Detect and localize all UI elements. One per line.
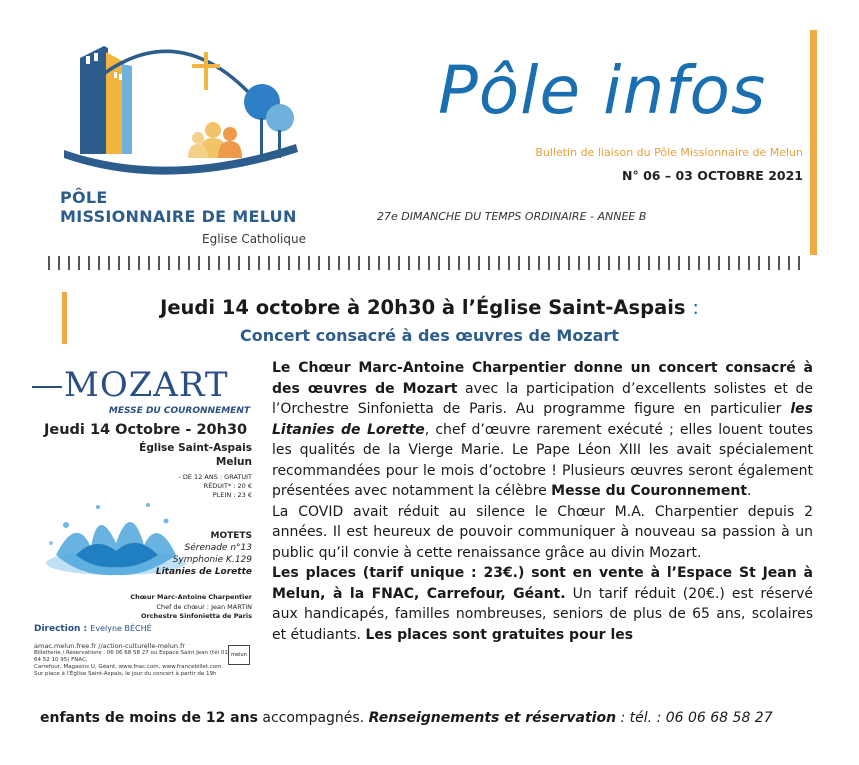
p1-end: . [747,483,752,499]
last-bold: enfants de moins de 12 ans [40,710,258,726]
poster-city: Melun [215,456,252,468]
p1-a: avec la participation d’excellents solistes et de l’Orchestre Sinfonietta de Paris. Au programme figure en particulier [272,380,813,417]
poster-credit-chef: Chef de chœur : Jean MARTIN [156,602,252,611]
tick-divider [48,256,808,270]
poster-prog-symphonie: Symphonie K.129 [172,555,252,565]
poster-melun-badge: melun [228,645,250,665]
poster-date: Jeudi 14 Octobre - 20h30 [44,422,248,438]
bulletin-title: Pôle infos [438,52,767,129]
issue-number: N° 06 – 03 OCTOBRE 2021 [622,168,803,183]
poster-title-rule [32,386,62,388]
poster-fine-print [34,643,234,678]
poster-direction-label: Direction : [34,624,88,634]
church-logo-icon [58,26,308,186]
poster-fine-2: Carrefour, Magasins U, Géant, www.fnac.com, www.francebillet.com [34,664,222,670]
last-a: accompagnés. [257,710,369,726]
poster-direction [34,624,152,634]
accent-bar-right [810,30,817,255]
poster-credit-orchestra: Orchestre Sinfonietta de Paris [140,612,252,620]
p1-bold: Le Chœur Marc-Antoine Charpentier donne un concert consacré à des œuvres de Mozart [272,360,813,397]
article-paragraph-2: La COVID avait réduit au silence le Chœur M.A. Charpentier depuis 2 années. Il est heureux de pouvoir communiquer à nouveau sa passion à un public qu’il convie à cette renaissance grâce au divin Mozart. [272,503,813,561]
article-body [272,358,813,645]
poster-fine-3: Sur place à l’Église Saint-Aspais, le jour du concert à partir de 19h [34,671,217,677]
last-renseignements: Renseignements et réservation [368,710,617,726]
article-last-line [40,710,773,726]
poster-credits [130,593,252,622]
poster-prices [178,473,252,500]
poster-messe: MESSE DU COURONNEMENT [108,406,250,416]
p1-b: , chef d’œuvre rarement exécuté ; elles louent toutes les qualités de la Vierge Marie. Le Pape Léon XIII les avait spécialement recommandées pour le mois d’octobre ! Plusieurs œuvres seront également présentées avec notamment la célèbre [272,421,813,499]
article-subhead: Concert consacré à des œuvres de Mozart [240,326,619,345]
poster-programme [156,530,252,578]
poster-prog-serenade: Sérenade n°13 [184,543,252,553]
liturgical-sunday: 27e DIMANCHE DU TEMPS ORDINAIRE - ANNEE B [377,210,647,223]
poster-title [32,365,229,405]
poster-motets: MOTETS [210,531,252,541]
poster-direction-name: Evelyne BÉCHÉ [90,624,152,633]
bulletin-subtitle: Bulletin de liaison du Pôle Missionnaire de Melun [535,146,803,159]
article-headline [0,296,859,319]
logo-text-eglise: Eglise Catholique [202,232,306,246]
last-phone: : tél. : 06 06 68 58 27 [616,710,773,726]
poster-church: Église Saint-Aspais [139,442,252,454]
logo-text-missionnaire: MISSIONNAIRE DE MELUN [60,207,297,226]
poster-price-free: - DE 12 ANS : GRATUIT [178,473,252,481]
poster-website: amac.melun.free.fr //action-culturelle-melun.fr [34,642,186,650]
p3-bold2: Les places sont gratuites pour les [365,626,634,643]
poster-fine-1: Billetterie / Réservations : 06 06 68 58 27 ou Espace Saint Jean (tél 01 64 52 10 95) FNAC, [34,650,228,663]
pole-logo [48,26,338,276]
article-paragraph-3 [272,563,813,645]
headline-colon: : [692,296,699,319]
article-paragraph-1 [272,358,813,502]
poster-title-text: MOZART [64,365,229,405]
poster-price-full: PLEIN : 23 € [212,491,252,499]
headline-text: Jeudi 14 octobre à 20h30 à l’Église Saint-Aspais [160,296,686,319]
poster-credit-choir: Chœur Marc-Antoine Charpentier [130,593,252,601]
p1-litanies: les Litanies de Lorette [272,401,813,438]
logo-text-pole: PÔLE [60,188,108,207]
concert-poster [32,365,264,695]
p1-messe: Messe du Couronnement [551,483,748,499]
p3-bold: Les places (tarif unique : 23€.) sont en vente à l’Espace St Jean à Melun, à la FNAC, Carrefour, Géant. [272,565,813,602]
p3-a: Un tarif réduit (20€.) est réservé aux handicapés, familles nombreuses, seniors de plus de 65 ans, scolaires et étudiants. [272,585,814,643]
poster-price-reduced: RÉDUIT* : 20 € [203,482,252,490]
poster-prog-litanies: Litanies de Lorette [155,567,252,577]
